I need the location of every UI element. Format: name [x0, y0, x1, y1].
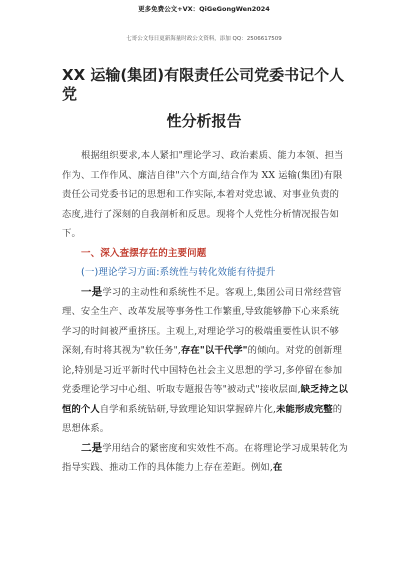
document-title-line2: 性分析报告	[166, 112, 242, 130]
point-2-bold: 在	[272, 462, 283, 473]
section-heading: 一、深入查摆存在的主要问题	[81, 247, 207, 259]
point-2-text-a: 学用结合的紧密度和实效性不高。在将理论学习成果转化为指导实践、推动工作的具体能力上存在差距。例如,	[62, 442, 348, 473]
point-1-text-c: 的倾向。对党的创新理论,特别是习近平新时代中国特色社会主义思想的学习,多停留在参加党委理论学习中心组、听取专题报告等"被动式"接收层面,	[62, 345, 343, 395]
point-1-bold-1: 存在"以干代学"	[180, 345, 248, 356]
paragraph-point-1	[62, 283, 348, 439]
sub-note: 七哥公文每日更新海量时政公文资料，添加 QQ：2506617509	[126, 36, 282, 42]
title-line1: XX 运输(集团)有限责任公司党委书记个人	[62, 66, 345, 84]
point-1-text-a: 学习的主动性和系统性不足。客观上,集团公司日常经营管理、安全生产、改革发展等事务性工作繁重,导致能够静下心来系统学习的时间被严重挤压。主观上,对理论学习的极端重要性认识不够深刻,有时将其视为"软任务",	[62, 286, 342, 356]
subsection-heading: (一)理论学习方面:系统性与转化效能有待提升	[81, 267, 276, 278]
point-1-lead: 一是	[81, 285, 103, 298]
point-1-text-e: 的思想体系。	[62, 403, 343, 434]
top-note: 更多免费公文+VX：QiGeGongWen2024	[138, 5, 270, 13]
point-1-bold-3: 未能形成完整	[276, 403, 333, 415]
point-2-lead: 二是	[81, 441, 103, 454]
point-1-bold-2: 缺乏持之以恒的个人	[62, 384, 348, 415]
document-body	[62, 146, 348, 478]
paragraph-intro: 根据组织要求,本人紧扣"理论学习、政治素质、能力本领、担当作为、工作作风、廉洁自律"六个方面,结合作为 XX 运输(集团)有限责任公司党委书记的思想和工作实际,本着对党忠诚、对事业负责的态度,进行了深刻的自我剖析和反思。现将个人党性分析情况报告如下。	[62, 150, 344, 239]
point-1-text-d: 自学和系统钻研,导致理论知识掌握碎片化,	[99, 403, 277, 415]
title-line1b: 党	[62, 85, 78, 103]
document-title	[62, 66, 362, 104]
paragraph-point-2	[62, 439, 348, 478]
